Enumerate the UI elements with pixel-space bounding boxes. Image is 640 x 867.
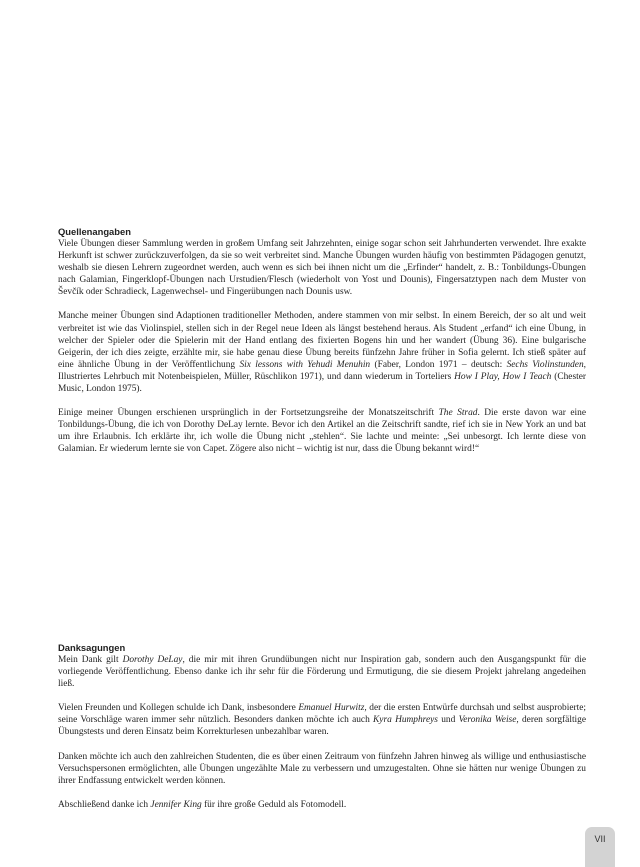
- thanks-heading: Danksagungen: [58, 642, 126, 653]
- person-name-weise: Veronika Weise: [458, 715, 517, 726]
- thanks-section: [58, 642, 586, 811]
- thanks-paragraph-2: Vielen Freunden und Kollegen schulde ich Dank, insbesondere Emanuel Hurwitz, der die ersten Entwürfe durchsah und selbst ausprobierte; seine Vorschläge waren immer sehr nützlich. Besonders danken möchte ich auch Kyra Humphreys und Veronika Weise, deren sorgfältige Übungstests und deren Einsatz beim Korrekturlesen unbezahlbar waren.: [58, 703, 587, 738]
- book-title-violinstunden: Sechs Violinstunden: [506, 359, 584, 370]
- book-title-tortelier: How I Play, How I Teach: [454, 371, 552, 382]
- sources-paragraph-3: Einige meiner Übungen erschienen ursprünglich in der Fortsetzungsreihe der Monatszeitschrift The Strad. Die erste davon war eine Tonbildungs-Übung, die ich von Dorothy DeLay lernte. Bevor ich den Artikel an die Zeitschrift sandte, rief ich sie in New York an und bat um ihre Erlaubnis. Ich erklärte ihr, ich wolle die Übung nicht „stehlen“. Sie lachte und meinte: „Sei unbesorgt. Ich lernte diese von Galamian. Er wiederum lernte sie von Capet. Zögere also nicht – wichtig ist nur, dass die Übung bekannt wird!“: [58, 408, 586, 455]
- person-name-delay: Dorothy DeLay: [122, 655, 183, 665]
- magazine-title-strad: The Strad: [438, 408, 478, 419]
- person-name-hurwitz: Emanuel Hurwitz: [298, 703, 365, 714]
- sources-paragraph-2: Manche meiner Übungen sind Adaptionen traditioneller Methoden, andere stammen von mir selbst. In einem Bereich, der so alt und weit verbreitet ist wie das Violinspiel, stellen sich in der Regel neue Ideen als längst bestehend heraus. Als Student „erfand“ ich eine Übung, in welcher der Spieler oder die Spielerin mit der Hand entlang des fixierten Bogens hin und her wandert (Übung 36). Eine bulgarische Geigerin, der ich dies zeigte, erzählte mir, sie habe genau diese Übung bereits fünfzehn Jahre früher in Sofia gelernt. Ich stieß später auf eine ähnliche Übung in der Veröffentlichung Six lessons with Yehudi Menuhin (Faber, London 1971 – deutsch: Sechs Violinstunden, Illustriertes Lehrbuch mit Notenbeispielen, Müller, Rüschlikon 1971), und dann wiederum in Torteliers How I Play, How I Teach (Chester Music, London 1975).: [58, 311, 586, 395]
- book-title-menuhin: Six lessons with Yehudi Menuhin: [239, 359, 371, 370]
- sources-paragraph-1: Viele Übungen dieser Sammlung werden in großem Umfang seit Jahrzehnten, einige sogar schon seit Jahrhunderten verwendet. Ihre exakte Herkunft ist schwer zurückzuverfolgen, da sie so weit verbreitet sind. Manche Übungen wurden häufig von bestimmten Pädagogen genutzt, weshalb sie diesen Lehrern zugeordnet werden, auch wenn es sich bei ihnen nicht um die „Erfinder“ handelt, z. B.: Tonbildungs-Übungen nach Galamian, Fingerklopf-Übungen nach Urstudien/Flesch (wiederholt von Yost und Dounis), Fingersatztypen nach dem Muster von Ševčík oder Schradieck, Lagenwechsel- und Fingerübungen nach Dounis usw.: [58, 239, 586, 298]
- person-name-humphreys: Kyra Humphreys: [373, 715, 438, 726]
- sources-section: [58, 226, 586, 456]
- thanks-paragraph-4: Abschließend danke ich Jennifer King für ihre große Geduld als Fotomodell.: [58, 799, 347, 810]
- thanks-paragraph-1: Mein Dank gilt Dorothy DeLay, die mir mit ihren Grundübungen nicht nur Inspiration gab, sondern auch den Ausgangspunkt für die vorliegende Veröffentlichung. Ebenso danke ich ihr sehr für die Förderung und Ermutigung, die sie diesem Projekt jahrelang angedeihen ließ.: [58, 655, 586, 690]
- page-number: VII: [594, 834, 606, 844]
- sources-heading: Quellenangaben: [58, 226, 131, 237]
- person-name-king: Jennifer King: [150, 799, 202, 810]
- thanks-paragraph-3: Danken möchte ich auch den zahlreichen Studenten, die es über einen Zeitraum von fünfzehn Jahren hinweg als willige und enthusiastische Versuchspersonen ermöglichten, alle Übungen ungezählte Male zu verbessern und umzugestalten. Ohne sie hätten nur wenige Übungen zu ihrer Endfassung entwickelt werden können.: [58, 751, 586, 786]
- page-number-tab: [585, 827, 615, 867]
